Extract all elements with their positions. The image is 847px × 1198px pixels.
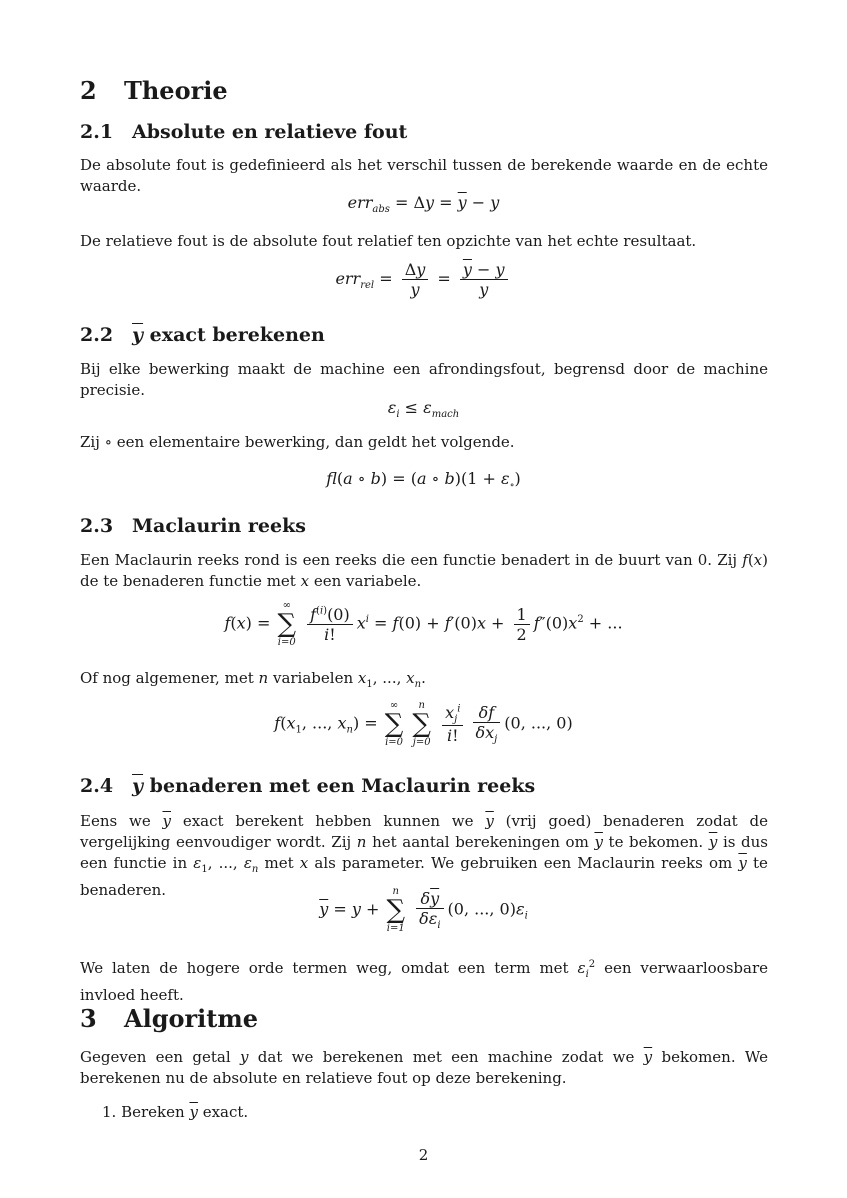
subsection-heading-2-2: 2.2 $\overline{y}$ exact berekenen [80, 324, 325, 346]
equation-err-abs: $err_{abs} = \Delta y = \overline{y} - y$ [347, 193, 500, 216]
paragraph-maclaurin: Een Maclaurin reeks rond is een reeks die een functie benadert in de buurt van 0. Zij f(x) de te benaderen functie met x een variabele. [80, 551, 768, 590]
subsection-title: Maclaurin reeks [132, 515, 306, 537]
equation-maclaurin-nd: $f(x_1$, ..., $x_n$) = ∞ ∑ i=0 n ∑ j=0 $\frac{x_j^i}{i!}$ $\frac{\delta f}{\delta x_j}$ (0, ..., 0) [274, 700, 573, 748]
subsection-heading-2-1 [80, 121, 768, 143]
paragraph-afrondingsfout: Bij elke bewerking maakt de machine een afrondingsfout, begrensd door de machine precisie. [80, 360, 768, 399]
equation-err-rel: err$_{rel}$ = $\frac{\Delta y}{y}$ = $\frac{\overline{y} - y}{y}$ [0, 260, 847, 299]
subsection-heading-2-4: 2.4 $\overline{y}$ benaderen met een Maclaurin reeks [80, 775, 536, 797]
list-marker: 1. [102, 1103, 117, 1121]
subsection-number: 2.1 [80, 121, 114, 143]
subsection-title: benaderen met een Maclaurin reeks [143, 775, 536, 797]
paragraph-benaderen: Eens we $\overline{y}$ exact berekent hebben kunnen we $\overline{y}$ (vrij goed) benaderen zodat de vergelijking eenvoudiger wordt. Zij n het aantal berekeningen om $\overline{y}$ te bekomen. $\overline{y}$ is dus een functie in $\varepsilon_1$, ..., $\varepsilon_n$ met x als parameter. We gebruiken een Maclaurin reeks om $\overline{y}$ te benaderen. [80, 812, 769, 899]
paragraph-elementaire-bewerking: Zij ∘ een elementaire bewerking, dan geldt het volgende. [80, 433, 515, 451]
subsection-heading-2-3 [80, 515, 768, 537]
subsection-title: exact berekenen [143, 324, 325, 346]
paragraph-absolute-fout: De absolute fout is gedefinieerd als het verschil tussen de berekende waarde en de echte waarde. [80, 156, 768, 195]
page-number: 2 [418, 1146, 429, 1164]
equation-fl: fl(a ∘ b) = (a ∘ $b)(1 + \varepsilon_\circ)$ [326, 469, 521, 492]
subsection-number: 2.3 [80, 515, 114, 537]
section-heading-algoritme [80, 1004, 768, 1033]
paragraph-relatieve-fout: De relatieve fout is de absolute fout relatief ten opzichte van het echte resultaat. [80, 232, 697, 250]
section-title: Theorie [124, 76, 228, 105]
paragraph-gegeven: Gegeven een getal y dat we berekenen met een machine zodat we $\overline{y}$ bekomen. We berekenen nu de absolute en relatieve fout op deze berekening. [80, 1048, 768, 1087]
subsection-number: 2.2 [80, 324, 114, 346]
section-heading-theorie [80, 76, 768, 105]
equation-y-approx: $\overline{y} = y$ + n ∑ i=1 $\frac{\delta\overline{y}}{\delta\varepsilon_i}$ (0, ..., $0)\varepsilon_i$ [319, 886, 528, 934]
subsection-title: Absolute en relatieve fout [132, 121, 408, 143]
section-number: 3 [80, 1004, 97, 1033]
equation-maclaurin-1d: f(x) = ∞ ∑ i=0 $\frac{f^{(i)}(0)}{i!}$ $x^i = f(0) + f'(0)x$ + $\frac{1}{2}$ $f''(0)x^2$ + ... [224, 600, 623, 648]
section-number: 2 [80, 76, 97, 105]
equation-epsilon-mach: $\varepsilon_i \le \varepsilon_{mach}$ [387, 398, 460, 421]
list-item: 1. Bereken $\overline{y}$ exact. [102, 1103, 249, 1121]
section-title: Algoritme [124, 1004, 259, 1033]
subsection-number: 2.4 [80, 775, 114, 797]
paragraph-hogere-orde: We laten de hogere orde termen weg, omdat een term met $\varepsilon_i^2$ een verwaarloosbare invloed heeft. [80, 959, 768, 1004]
paragraph-algemener: Of nog algemener, met n variabelen $x_1$, ..., $x_n$. [80, 669, 426, 690]
